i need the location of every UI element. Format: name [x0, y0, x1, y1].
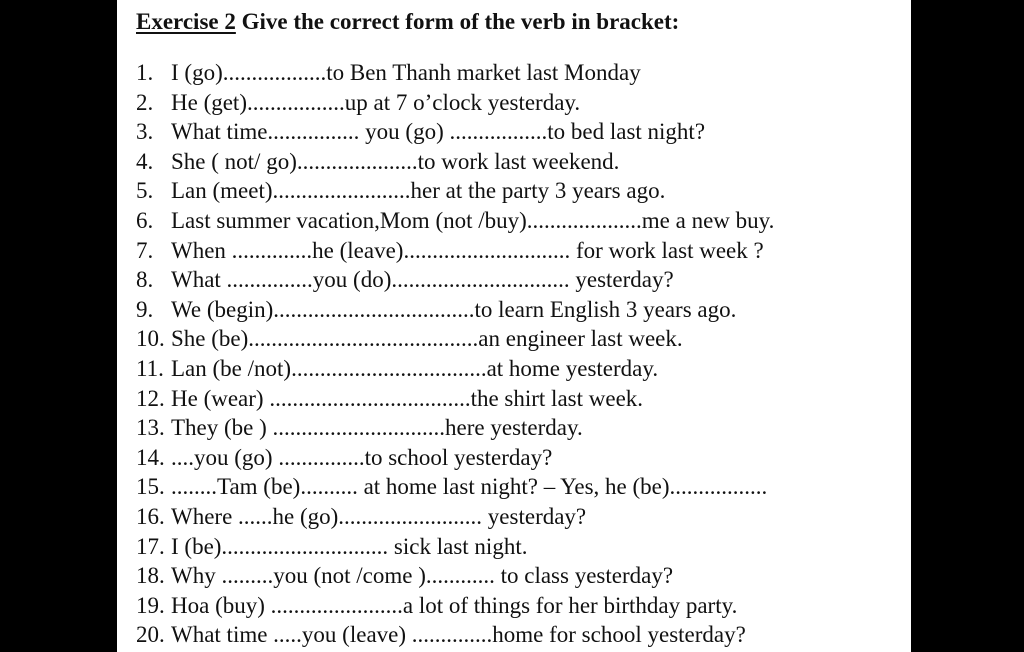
item-number: 16. — [136, 503, 165, 529]
item-number: 18. — [136, 563, 165, 589]
item-number: 2. — [136, 89, 154, 115]
exercise-item-13 — [136, 413, 774, 443]
item-number: 6. — [136, 207, 154, 233]
item-text: What ...............you (do)............................... yesterday? — [171, 267, 674, 293]
item-text: When ..............he (leave)............................. for work last week ? — [171, 237, 764, 263]
exercise-item-9 — [136, 295, 774, 325]
item-number: 15. — [136, 474, 165, 500]
item-text: Hoa (buy) .......................a lot of things for her birthday party. — [171, 592, 738, 618]
exercise-item-20 — [136, 620, 774, 650]
item-number: 3. — [136, 119, 154, 145]
exercise-item-8 — [136, 265, 774, 295]
exercise-item-10 — [136, 324, 774, 354]
exercise-item-1 — [136, 58, 774, 88]
exercise-item-7 — [136, 236, 774, 266]
exercise-label: Exercise 2 — [136, 9, 236, 34]
exercise-item-3 — [136, 117, 774, 147]
item-number: 5. — [136, 178, 154, 204]
exercise-title — [136, 6, 679, 38]
item-text: ....you (go) ...............to school yesterday? — [171, 444, 553, 470]
item-number: 19. — [136, 592, 165, 618]
item-number: 20. — [136, 622, 165, 648]
item-text: She (be)........................................an engineer last week. — [171, 326, 683, 352]
item-number: 13. — [136, 415, 165, 441]
exercise-list — [136, 58, 774, 650]
item-text: ........Tam (be).......... at home last night? – Yes, he (be)................. — [171, 474, 768, 500]
item-text: Lan (be /not)..................................at home yesterday. — [171, 355, 659, 381]
item-number: 9. — [136, 296, 154, 322]
exercise-item-18 — [136, 561, 774, 591]
item-text: We (begin)...................................to learn English 3 years ago. — [171, 296, 737, 322]
exercise-item-19 — [136, 591, 774, 621]
exercise-item-6 — [136, 206, 774, 236]
item-text: What time................ you (go) .................to bed last night? — [171, 119, 706, 145]
exercise-item-5 — [136, 176, 774, 206]
item-text: Last summer vacation,Mom (not /buy)....................me a new buy. — [171, 207, 775, 233]
item-number: 4. — [136, 148, 154, 174]
exercise-item-4 — [136, 147, 774, 177]
exercise-item-14 — [136, 443, 774, 473]
exercise-item-15 — [136, 472, 774, 502]
exercise-item-2 — [136, 88, 774, 118]
item-number: 12. — [136, 385, 165, 411]
exercise-item-17 — [136, 532, 774, 562]
item-number: 7. — [136, 237, 154, 263]
item-text: I (be)............................. sick last night. — [171, 533, 528, 559]
item-text: He (wear) ...................................the shirt last week. — [171, 385, 644, 411]
item-text: They (be ) ..............................here yesterday. — [171, 415, 583, 441]
exercise-item-16 — [136, 502, 774, 532]
item-text: He (get).................up at 7 o’clock yesterday. — [171, 89, 581, 115]
exercise-item-12 — [136, 384, 774, 414]
item-number: 8. — [136, 267, 154, 293]
worksheet-page — [117, 0, 911, 652]
exercise-item-11 — [136, 354, 774, 384]
item-number: 14. — [136, 444, 165, 470]
item-text: Lan (meet)........................her at the party 3 years ago. — [171, 178, 666, 204]
item-text: I (go)..................to Ben Thanh market last Monday — [171, 60, 641, 85]
item-text: Why .........you (not /come )............ to class yesterday? — [171, 563, 674, 589]
item-number: 10. — [136, 326, 165, 352]
item-number: 11. — [136, 355, 164, 381]
item-number: 17. — [136, 533, 165, 559]
item-text: What time .....you (leave) ..............home for school yesterday? — [171, 622, 746, 648]
exercise-instruction: Give the correct form of the verb in bracket: — [235, 9, 680, 34]
item-text: She ( not/ go).....................to work last weekend. — [171, 148, 620, 174]
right-black-border — [911, 0, 1024, 652]
item-number: 1. — [136, 60, 154, 85]
item-text: Where ......he (go)......................... yesterday? — [171, 503, 587, 529]
left-black-border — [0, 0, 117, 652]
